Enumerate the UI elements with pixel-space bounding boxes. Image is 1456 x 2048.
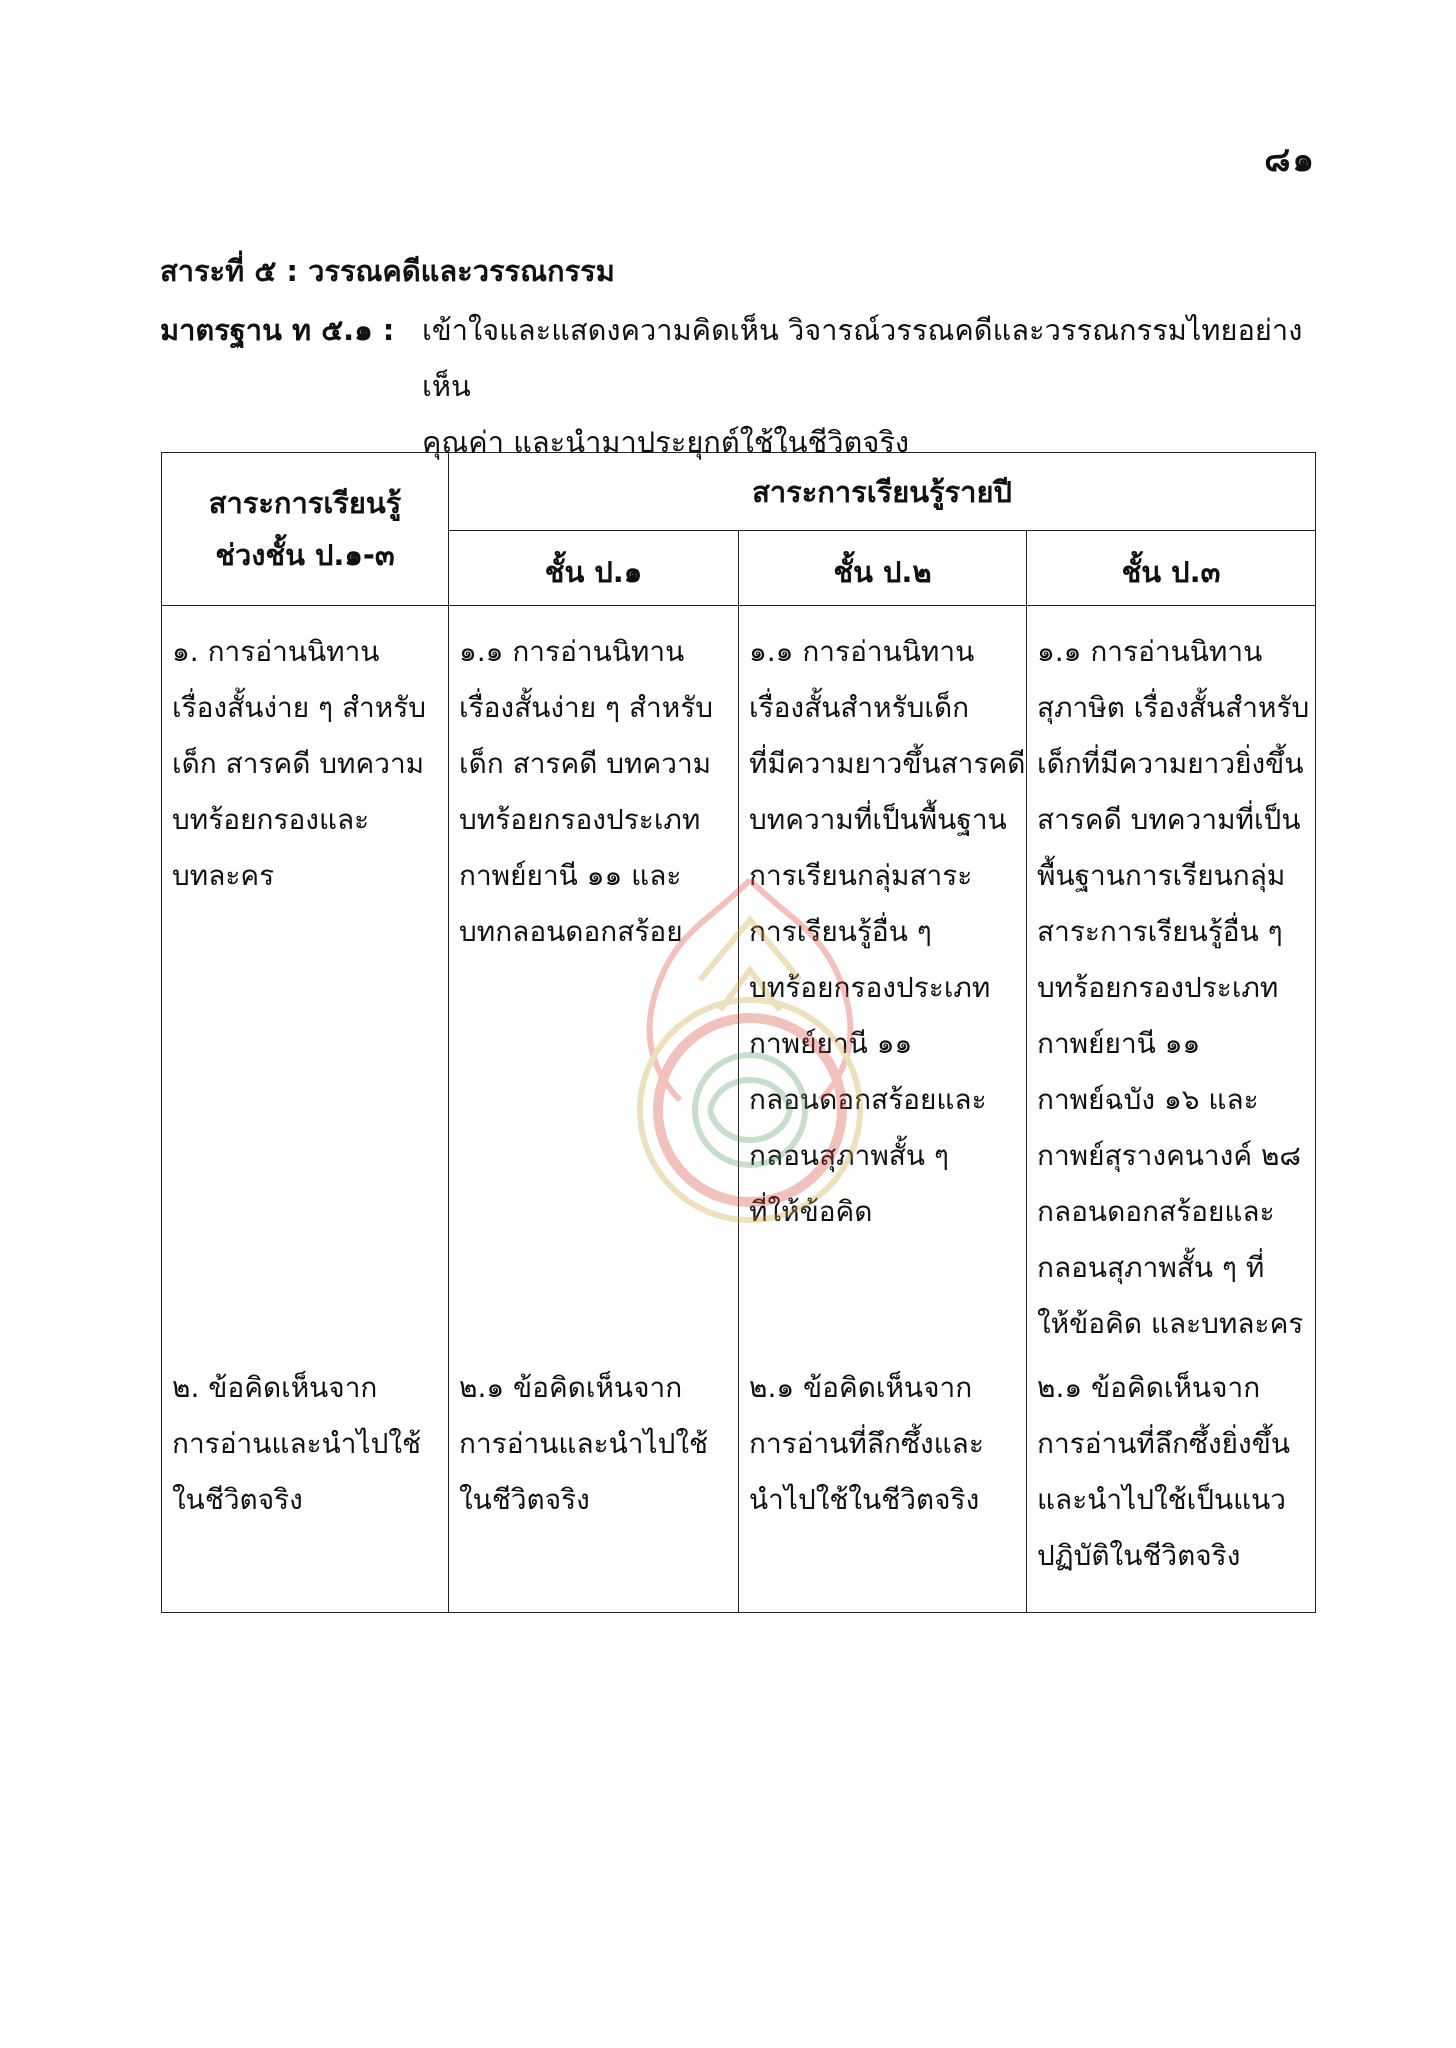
cell-line: ที่มีความยาวขึ้นสารคดี (749, 747, 1026, 780)
cell-line: ๒. ข้อคิดเห็นจาก (172, 1371, 378, 1404)
cell-line: ๑.๑ การอ่านนิทาน (749, 635, 975, 668)
cell-line: ในชีวิตจริง (172, 1483, 303, 1516)
cell-line: กลอนดอกสร้อยและ (1037, 1195, 1275, 1228)
cell-line: การอ่านและนำไปใช้ (459, 1427, 709, 1460)
header-grade-2: ชั้น ป.๒ (739, 531, 1027, 606)
content-block-1 (172, 624, 438, 1360)
header-learning-content (162, 453, 449, 606)
header-learning-content-line-1: สาระการเรียนรู้ (208, 486, 402, 520)
cell-line: บทร้อยกรองประเภท (1037, 971, 1279, 1004)
cell-line: เด็ก สารคดี บทความ (459, 747, 712, 780)
standard-line-2: คุณค่า และนำมาประยุกต์ใช้ในชีวิตจริง (422, 425, 910, 459)
curriculum-table (161, 452, 1316, 1613)
cell-line: เรื่องสั้นสำหรับเด็ก (749, 691, 970, 724)
column-grade-1 (449, 606, 739, 1613)
cell-inner (739, 606, 1026, 1612)
column-grade-2 (739, 606, 1027, 1613)
cell-line: กาพย์ยานี ๑๑ (749, 1027, 913, 1060)
standard-label: มาตรฐาน ท ๕.๑ : (160, 313, 395, 347)
table-row (162, 606, 1316, 1613)
content-block-1 (749, 624, 1026, 1360)
standard-line-1: เข้าใจและแสดงความคิดเห็น วิจารณ์วรรณคดีและวรรณกรรมไทยอย่างเห็น (422, 313, 1303, 403)
content-block-1 (1037, 624, 1310, 1360)
cell-line: ๑.๑ การอ่านนิทาน (1037, 635, 1263, 668)
standard-statement (160, 302, 1320, 470)
cell-line: นำไปใช้ในชีวิตจริง (749, 1483, 980, 1516)
cell-line: กาพย์ฉบัง ๑๖ และ (1037, 1083, 1259, 1116)
header-learning-content-line-2: ช่วงชั้น ป.๑-๓ (215, 538, 395, 572)
cell-line: ๑.๑ การอ่านนิทาน (459, 635, 685, 668)
content-block-2 (1037, 1360, 1305, 1612)
cell-line: ให้ข้อคิด และบทละคร (1037, 1307, 1304, 1340)
cell-line: กาพย์สุรางคนางค์ ๒๘ (1037, 1139, 1302, 1172)
cell-line: บทกลอนดอกสร้อย (459, 915, 683, 948)
cell-line: เรื่องสั้นง่าย ๆ สำหรับ (172, 691, 427, 724)
page-number: ๘๑ (1264, 140, 1316, 180)
cell-line: ในชีวิตจริง (459, 1483, 590, 1516)
cell-line: กลอนสุภาพสั้น ๆ ที่ (1037, 1251, 1265, 1284)
cell-line: บทละคร (172, 859, 275, 892)
cell-line: ๑. การอ่านนิทาน (172, 635, 380, 668)
cell-line: กลอนดอกสร้อยและ (749, 1083, 987, 1116)
cell-line: บทร้อยกรองและ (172, 803, 370, 836)
cell-line: บทร้อยกรองประเภท (459, 803, 701, 836)
cell-line: บทความที่เป็นพื้นฐาน (749, 803, 1007, 836)
content-block-2 (172, 1360, 438, 1612)
cell-line: พื้นฐานการเรียนกลุ่ม (1037, 859, 1286, 892)
cell-line: การเรียนรู้อื่น ๆ (749, 915, 932, 948)
table-header-row (162, 453, 1316, 531)
cell-line: ๒.๑ ข้อคิดเห็นจาก (459, 1371, 683, 1404)
content-block-1 (459, 624, 728, 1360)
cell-line: การเรียนกลุ่มสาระ (749, 859, 973, 892)
content-block-2 (459, 1360, 728, 1612)
cell-inner (449, 606, 738, 1612)
cell-line: สาระการเรียนรู้อื่น ๆ (1037, 915, 1283, 948)
cell-line: เรื่องสั้นง่าย ๆ สำหรับ (459, 691, 714, 724)
header-yearly-content: สาระการเรียนรู้รายปี (449, 453, 1316, 531)
cell-line: การอ่านที่ลึกซึ้งยิ่งขึ้น (1037, 1427, 1290, 1460)
cell-line: เด็ก สารคดี บทความ (172, 747, 425, 780)
strand-title: สาระที่ ๕ : วรรณคดีและวรรณกรรม (160, 254, 615, 288)
cell-line: เด็กที่มีความยาวยิ่งขึ้น (1037, 747, 1304, 780)
column-range-content (162, 606, 449, 1613)
cell-line: ที่ให้ข้อคิด (749, 1195, 873, 1228)
cell-line: การอ่านและนำไปใช้ (172, 1427, 422, 1460)
cell-line: ปฏิบัติในชีวิตจริง (1037, 1539, 1241, 1572)
cell-line: กาพย์ยานี ๑๑ (1037, 1027, 1201, 1060)
cell-line: สุภาษิต เรื่องสั้นสำหรับ (1037, 691, 1310, 724)
content-block-2 (749, 1360, 1016, 1612)
cell-line: สารคดี บทความที่เป็น (1037, 803, 1301, 836)
cell-line: ๒.๑ ข้อคิดเห็นจาก (1037, 1371, 1261, 1404)
cell-line: บทร้อยกรองประเภท (749, 971, 991, 1004)
cell-line: กลอนสุภาพสั้น ๆ (749, 1139, 949, 1172)
cell-line: การอ่านที่ลึกซึ้งและ (749, 1427, 984, 1460)
cell-line: ๒.๑ ข้อคิดเห็นจาก (749, 1371, 973, 1404)
cell-line: กาพย์ยานี ๑๑ และ (459, 859, 682, 892)
header-grade-1: ชั้น ป.๑ (449, 531, 739, 606)
cell-inner (162, 606, 448, 1612)
column-grade-3 (1027, 606, 1316, 1613)
cell-inner (1027, 606, 1315, 1612)
header-grade-3: ชั้น ป.๓ (1027, 531, 1316, 606)
standard-row-1 (160, 302, 1320, 414)
cell-line: และนำไปใช้เป็นแนว (1037, 1483, 1287, 1516)
